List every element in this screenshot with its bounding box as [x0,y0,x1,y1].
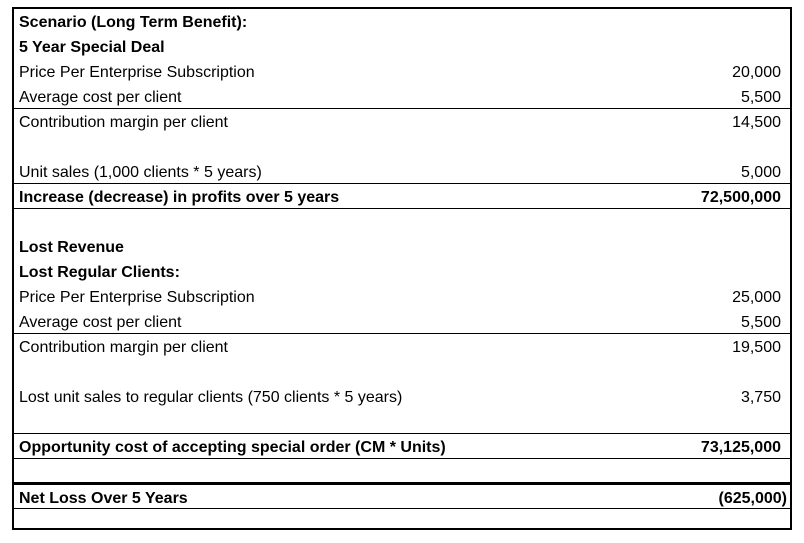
scenario-title-row [14,10,790,35]
scenario-unit-sales-row [14,160,790,185]
row-label: Increase (decrease) in profits over 5 years [19,189,340,206]
row-value: 5,500 [740,314,781,331]
row-label: Unit sales (1,000 clients * 5 years) [19,164,262,181]
lost-title-row [14,235,790,260]
row-label: Average cost per client [19,314,182,331]
scenario-cm-row [14,110,790,135]
divider [14,108,790,109]
row-value: 25,000 [732,289,781,306]
row-value: 73,125,000 [700,439,781,456]
row-label: Contribution margin per client [19,339,228,356]
scenario-subtitle: 5 Year Special Deal [19,39,165,56]
lost-subtitle: Lost Regular Clients: [19,264,180,281]
row-value: 19,500 [732,339,781,356]
scenario-price-row [14,60,790,85]
divider [14,433,790,434]
row-value: 14,500 [732,114,781,131]
lost-cm-row [14,335,790,360]
row-label: Contribution margin per client [19,114,228,131]
divider [14,508,790,509]
net-loss-label: Net Loss Over 5 Years [19,490,188,507]
divider [14,208,790,209]
net-loss-value: (625,000) [718,490,787,507]
lost-title: Lost Revenue [19,239,124,256]
financial-table [12,7,792,530]
scenario-title: Scenario (Long Term Benefit): [19,14,248,31]
lost-avg-cost-row [14,310,790,335]
row-label: Price Per Enterprise Subscription [19,289,255,306]
row-label: Opportunity cost of accepting special order (CM * Units) [19,439,446,456]
lost-price-row [14,285,790,310]
scenario-profit-row [14,185,790,210]
divider [14,183,790,184]
row-value: 3,750 [740,389,781,406]
row-value: 72,500,000 [700,189,781,206]
row-value: 5,500 [740,89,781,106]
opportunity-cost-row [14,435,790,460]
row-value: 20,000 [732,64,781,81]
row-label: Average cost per client [19,89,182,106]
lost-subtitle-row [14,260,790,285]
lost-unit-sales-row [14,385,790,410]
divider [14,482,790,485]
divider [14,458,790,459]
scenario-avg-cost-row [14,85,790,110]
row-value: 5,000 [740,164,781,181]
row-label: Lost unit sales to regular clients (750 clients * 5 years) [19,389,403,406]
divider [14,333,790,334]
scenario-subtitle-row [14,35,790,60]
row-label: Price Per Enterprise Subscription [19,64,255,81]
